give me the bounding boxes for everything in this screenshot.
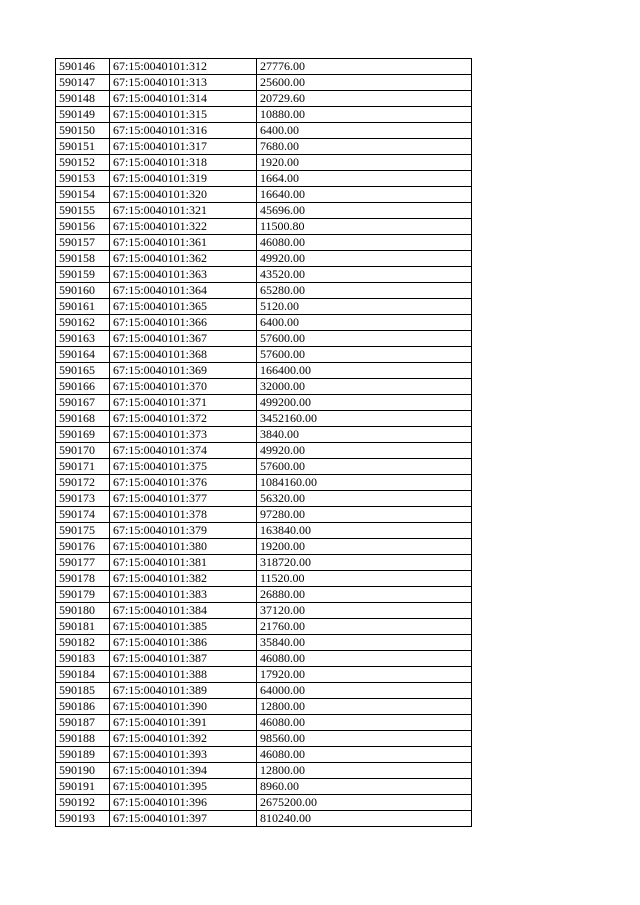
table-row [56, 283, 472, 299]
cadastral-value-cell: 26880.00 [257, 587, 472, 603]
table-row [56, 747, 472, 763]
cadastral-number-cell: 67:15:0040101:312 [110, 59, 257, 75]
table-row [56, 763, 472, 779]
table-row [56, 315, 472, 331]
cadastral-number-cell: 67:15:0040101:395 [110, 779, 257, 795]
record-id-cell: 590151 [56, 139, 110, 155]
cadastral-value-cell: 21760.00 [257, 619, 472, 635]
cadastral-value-cell: 166400.00 [257, 363, 472, 379]
cadastral-number-cell: 67:15:0040101:321 [110, 203, 257, 219]
cadastral-value-cell: 98560.00 [257, 731, 472, 747]
table-row [56, 219, 472, 235]
cadastral-number-cell: 67:15:0040101:382 [110, 571, 257, 587]
cadastral-number-cell: 67:15:0040101:368 [110, 347, 257, 363]
table-row [56, 811, 472, 827]
table-row [56, 635, 472, 651]
cadastral-number-cell: 67:15:0040101:376 [110, 475, 257, 491]
table-row [56, 587, 472, 603]
cadastral-number-cell: 67:15:0040101:315 [110, 107, 257, 123]
cadastral-number-cell: 67:15:0040101:320 [110, 187, 257, 203]
cadastral-number-cell: 67:15:0040101:362 [110, 251, 257, 267]
record-id-cell: 590162 [56, 315, 110, 331]
record-id-cell: 590161 [56, 299, 110, 315]
cadastral-value-cell: 97280.00 [257, 507, 472, 523]
record-id-cell: 590191 [56, 779, 110, 795]
cadastral-number-cell: 67:15:0040101:319 [110, 171, 257, 187]
record-id-cell: 590190 [56, 763, 110, 779]
cadastral-number-cell: 67:15:0040101:361 [110, 235, 257, 251]
record-id-cell: 590152 [56, 155, 110, 171]
record-id-cell: 590178 [56, 571, 110, 587]
table-row [56, 251, 472, 267]
table-row [56, 523, 472, 539]
cadastral-value-cell: 49920.00 [257, 251, 472, 267]
cadastral-number-cell: 67:15:0040101:367 [110, 331, 257, 347]
record-id-cell: 590175 [56, 523, 110, 539]
cadastral-number-cell: 67:15:0040101:384 [110, 603, 257, 619]
cadastral-number-cell: 67:15:0040101:388 [110, 667, 257, 683]
cadastral-number-cell: 67:15:0040101:314 [110, 91, 257, 107]
table-row [56, 395, 472, 411]
record-id-cell: 590174 [56, 507, 110, 523]
cadastral-number-cell: 67:15:0040101:364 [110, 283, 257, 299]
cadastral-value-cell: 35840.00 [257, 635, 472, 651]
table-row [56, 331, 472, 347]
table-row [56, 507, 472, 523]
record-id-cell: 590166 [56, 379, 110, 395]
table-row [56, 619, 472, 635]
cadastral-value-cell: 19200.00 [257, 539, 472, 555]
record-id-cell: 590169 [56, 427, 110, 443]
table-row [56, 427, 472, 443]
record-id-cell: 590181 [56, 619, 110, 635]
cadastral-number-cell: 67:15:0040101:363 [110, 267, 257, 283]
cadastral-number-cell: 67:15:0040101:375 [110, 459, 257, 475]
table-row [56, 155, 472, 171]
cadastral-number-cell: 67:15:0040101:386 [110, 635, 257, 651]
cadastral-value-cell: 25600.00 [257, 75, 472, 91]
record-id-cell: 590193 [56, 811, 110, 827]
table-row [56, 91, 472, 107]
cadastral-number-cell: 67:15:0040101:365 [110, 299, 257, 315]
record-id-cell: 590147 [56, 75, 110, 91]
record-id-cell: 590176 [56, 539, 110, 555]
table-row [56, 347, 472, 363]
cadastral-number-cell: 67:15:0040101:366 [110, 315, 257, 331]
table-row [56, 795, 472, 811]
cadastral-number-cell: 67:15:0040101:393 [110, 747, 257, 763]
cadastral-value-cell: 45696.00 [257, 203, 472, 219]
table-row [56, 555, 472, 571]
record-id-cell: 590148 [56, 91, 110, 107]
record-id-cell: 590188 [56, 731, 110, 747]
cadastral-value-cell: 64000.00 [257, 683, 472, 699]
cadastral-number-cell: 67:15:0040101:383 [110, 587, 257, 603]
table-row [56, 571, 472, 587]
cadastral-value-cell: 6400.00 [257, 315, 472, 331]
table-row [56, 603, 472, 619]
record-id-cell: 590159 [56, 267, 110, 283]
cadastral-value-cell: 12800.00 [257, 763, 472, 779]
record-id-cell: 590192 [56, 795, 110, 811]
table-row [56, 683, 472, 699]
cadastral-value-cell: 57600.00 [257, 459, 472, 475]
cadastral-value-cell: 1920.00 [257, 155, 472, 171]
cadastral-number-cell: 67:15:0040101:377 [110, 491, 257, 507]
cadastral-number-cell: 67:15:0040101:372 [110, 411, 257, 427]
cadastral-value-cell: 46080.00 [257, 235, 472, 251]
table-row [56, 651, 472, 667]
cadastral-number-cell: 67:15:0040101:387 [110, 651, 257, 667]
cadastral-number-cell: 67:15:0040101:380 [110, 539, 257, 555]
cadastral-value-cell: 3452160.00 [257, 411, 472, 427]
table-row [56, 699, 472, 715]
record-id-cell: 590165 [56, 363, 110, 379]
cadastral-number-cell: 67:15:0040101:316 [110, 123, 257, 139]
table-row [56, 299, 472, 315]
cadastral-value-cell: 5120.00 [257, 299, 472, 315]
cadastral-value-cell: 57600.00 [257, 347, 472, 363]
table-row [56, 171, 472, 187]
cadastral-number-cell: 67:15:0040101:373 [110, 427, 257, 443]
record-id-cell: 590153 [56, 171, 110, 187]
record-id-cell: 590177 [56, 555, 110, 571]
record-id-cell: 590156 [56, 219, 110, 235]
cadastral-number-cell: 67:15:0040101:385 [110, 619, 257, 635]
cadastral-value-cell: 1664.00 [257, 171, 472, 187]
cadastral-value-cell: 8960.00 [257, 779, 472, 795]
cadastral-value-cell: 49920.00 [257, 443, 472, 459]
cadastral-value-cell: 499200.00 [257, 395, 472, 411]
cadastral-value-cell: 1084160.00 [257, 475, 472, 491]
cadastral-number-cell: 67:15:0040101:392 [110, 731, 257, 747]
cadastral-value-cell: 11500.80 [257, 219, 472, 235]
table-row [56, 475, 472, 491]
cadastral-value-cell: 56320.00 [257, 491, 472, 507]
cadastral-value-cell: 20729.60 [257, 91, 472, 107]
table-row [56, 779, 472, 795]
cadastral-number-cell: 67:15:0040101:322 [110, 219, 257, 235]
cadastral-value-cell: 318720.00 [257, 555, 472, 571]
record-id-cell: 590154 [56, 187, 110, 203]
cadastral-value-cell: 46080.00 [257, 715, 472, 731]
cadastral-value-cell: 10880.00 [257, 107, 472, 123]
cadastral-value-cell: 163840.00 [257, 523, 472, 539]
record-id-cell: 590163 [56, 331, 110, 347]
record-id-cell: 590183 [56, 651, 110, 667]
cadastral-number-cell: 67:15:0040101:374 [110, 443, 257, 459]
table-row [56, 187, 472, 203]
cadastral-value-cell: 43520.00 [257, 267, 472, 283]
cadastral-value-cell: 3840.00 [257, 427, 472, 443]
cadastral-value-cell: 46080.00 [257, 651, 472, 667]
cadastral-value-cell: 65280.00 [257, 283, 472, 299]
table-row [56, 203, 472, 219]
table-row [56, 443, 472, 459]
cadastral-value-cell: 2675200.00 [257, 795, 472, 811]
cadastral-number-cell: 67:15:0040101:370 [110, 379, 257, 395]
cadastral-number-cell: 67:15:0040101:389 [110, 683, 257, 699]
record-id-cell: 590186 [56, 699, 110, 715]
record-id-cell: 590185 [56, 683, 110, 699]
table-row [56, 235, 472, 251]
cadastral-number-cell: 67:15:0040101:394 [110, 763, 257, 779]
cadastral-number-cell: 67:15:0040101:396 [110, 795, 257, 811]
record-id-cell: 590160 [56, 283, 110, 299]
record-id-cell: 590168 [56, 411, 110, 427]
cadastral-number-cell: 67:15:0040101:313 [110, 75, 257, 91]
table-row [56, 731, 472, 747]
cadastral-number-cell: 67:15:0040101:317 [110, 139, 257, 155]
table-row [56, 411, 472, 427]
table-row [56, 267, 472, 283]
record-id-cell: 590167 [56, 395, 110, 411]
record-id-cell: 590157 [56, 235, 110, 251]
cadastral-value-table [55, 58, 472, 827]
table-row [56, 123, 472, 139]
table-row [56, 363, 472, 379]
cadastral-value-cell: 57600.00 [257, 331, 472, 347]
record-id-cell: 590172 [56, 475, 110, 491]
record-id-cell: 590189 [56, 747, 110, 763]
record-id-cell: 590150 [56, 123, 110, 139]
table-row [56, 107, 472, 123]
cadastral-value-cell: 12800.00 [257, 699, 472, 715]
record-id-cell: 590182 [56, 635, 110, 651]
table-row [56, 667, 472, 683]
table-body [56, 59, 472, 827]
table-row [56, 75, 472, 91]
cadastral-value-cell: 27776.00 [257, 59, 472, 75]
cadastral-number-cell: 67:15:0040101:378 [110, 507, 257, 523]
record-id-cell: 590184 [56, 667, 110, 683]
record-id-cell: 590158 [56, 251, 110, 267]
table-row [56, 139, 472, 155]
cadastral-number-cell: 67:15:0040101:379 [110, 523, 257, 539]
record-id-cell: 590149 [56, 107, 110, 123]
record-id-cell: 590155 [56, 203, 110, 219]
cadastral-value-cell: 16640.00 [257, 187, 472, 203]
record-id-cell: 590173 [56, 491, 110, 507]
cadastral-number-cell: 67:15:0040101:391 [110, 715, 257, 731]
cadastral-number-cell: 67:15:0040101:390 [110, 699, 257, 715]
table-row [56, 491, 472, 507]
cadastral-number-cell: 67:15:0040101:371 [110, 395, 257, 411]
table-row [56, 459, 472, 475]
cadastral-value-cell: 32000.00 [257, 379, 472, 395]
cadastral-number-cell: 67:15:0040101:397 [110, 811, 257, 827]
cadastral-value-cell: 7680.00 [257, 139, 472, 155]
record-id-cell: 590171 [56, 459, 110, 475]
record-id-cell: 590146 [56, 59, 110, 75]
cadastral-number-cell: 67:15:0040101:381 [110, 555, 257, 571]
cadastral-value-cell: 11520.00 [257, 571, 472, 587]
cadastral-value-cell: 810240.00 [257, 811, 472, 827]
cadastral-number-cell: 67:15:0040101:369 [110, 363, 257, 379]
record-id-cell: 590170 [56, 443, 110, 459]
table-row [56, 539, 472, 555]
table-row [56, 59, 472, 75]
record-id-cell: 590180 [56, 603, 110, 619]
record-id-cell: 590179 [56, 587, 110, 603]
record-id-cell: 590164 [56, 347, 110, 363]
record-id-cell: 590187 [56, 715, 110, 731]
cadastral-value-cell: 37120.00 [257, 603, 472, 619]
table-row [56, 715, 472, 731]
cadastral-value-cell: 46080.00 [257, 747, 472, 763]
cadastral-value-cell: 6400.00 [257, 123, 472, 139]
cadastral-value-cell: 17920.00 [257, 667, 472, 683]
cadastral-number-cell: 67:15:0040101:318 [110, 155, 257, 171]
table-row [56, 379, 472, 395]
